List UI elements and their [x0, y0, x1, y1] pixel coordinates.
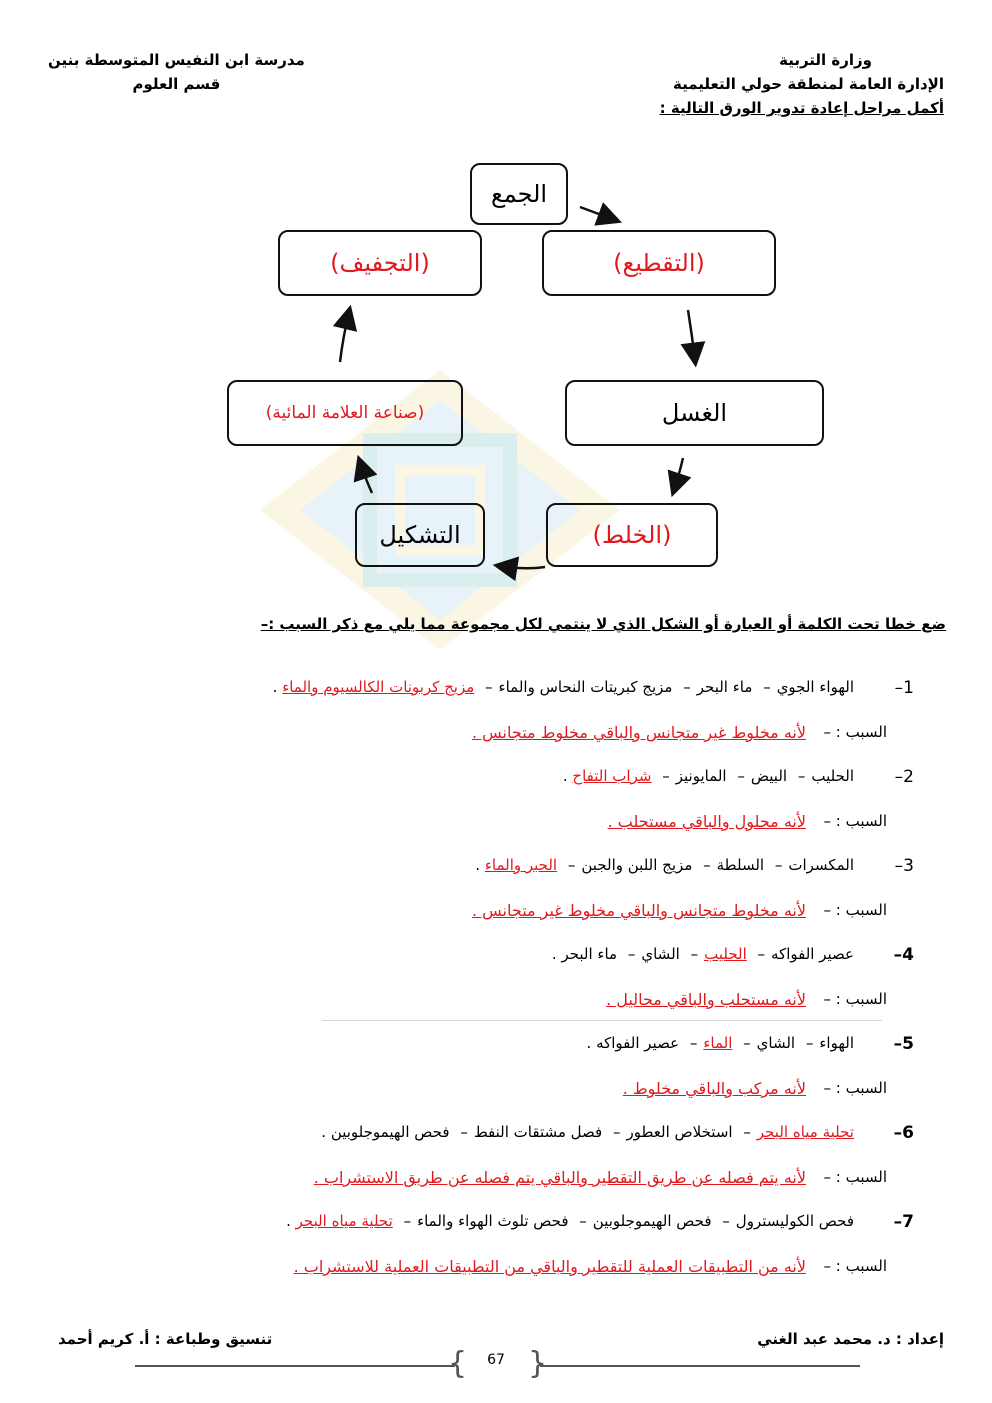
option: الشاي — [756, 1034, 796, 1052]
reason-label: السبب : – — [823, 1079, 887, 1097]
cycle-arrows — [0, 0, 992, 620]
question-number: 1– — [894, 678, 914, 698]
option: الهواء الجوي — [776, 678, 854, 696]
question-number: 6– — [893, 1123, 914, 1143]
step-cutting-label: (التقطيع) — [613, 249, 705, 277]
question-number: 7– — [893, 1212, 914, 1232]
step-watermark-label: (صناعة العلامة المائية) — [265, 403, 425, 423]
odd-one-out-answer: شراب التفاح — [572, 767, 652, 785]
question-number: 4– — [893, 945, 914, 965]
reason-label: السبب : – — [823, 723, 887, 741]
option: ماء البحر — [561, 945, 618, 963]
odd-one-out-answer: تحلية مياه البحر — [295, 1212, 393, 1230]
option: فحص تلوث الهواء والماء — [417, 1212, 569, 1230]
directorate-title: الإدارة العامة لمنطقة حولي التعليمية — [672, 75, 944, 93]
reason-label: السبب : – — [823, 1257, 887, 1275]
divider — [322, 1020, 882, 1021]
department-name: قسم العلوم — [132, 75, 221, 93]
reason-label: السبب : – — [823, 1168, 887, 1186]
step-washing-label: الغسل — [661, 399, 728, 427]
arrow-mixing-to-shaping — [500, 566, 545, 568]
arrow-cutting-to-washing — [688, 310, 695, 360]
reason-label: السبب : – — [823, 812, 887, 830]
page-brace-left: { — [448, 1346, 468, 1381]
option: فحص الكوليسترول — [735, 1212, 854, 1230]
reason-text: لأنه مركب والباقي مخلوط . — [622, 1079, 806, 1098]
reason-label: السبب : – — [823, 990, 887, 1008]
option: الهواء — [819, 1034, 854, 1052]
task-title: أكمل مراحل إعادة تدوير الورق التالية : — [659, 99, 944, 117]
option: مزيج كبريتات النحاس والماء — [498, 678, 673, 696]
option: فصل مشتقات النفط — [473, 1123, 603, 1141]
option: الشاي — [641, 945, 680, 963]
question-number: 3– — [894, 856, 914, 876]
option: المايونيز — [675, 767, 727, 785]
option: ماء البحر — [696, 678, 753, 696]
option: استخلاص العطور — [626, 1123, 733, 1141]
footer-rule-right — [540, 1365, 860, 1367]
footer-rule-left — [135, 1365, 455, 1367]
section-instruction: ضع خطا تحت الكلمة أو العبارة أو الشكل الذي لا ينتمي لكل مجموعة مما يلي مع ذكر السبب :– — [260, 615, 946, 633]
option: الحليب — [811, 767, 854, 785]
page-number: 67 — [487, 1352, 505, 1368]
reason-text: لأنه مستحلب والباقي محاليل . — [606, 990, 806, 1009]
step-drying-label: (التجفيف) — [330, 249, 430, 277]
school-name: مدرسة ابن النفيس المتوسطة بنين — [48, 51, 305, 69]
prepared-by: إعداد : د. محمد عبد الغني — [757, 1330, 944, 1348]
odd-one-out-answer: الحبر والماء — [484, 856, 558, 874]
ministry-title: وزارة التربية — [779, 51, 872, 69]
arrow-watermark-to-drying — [340, 312, 349, 362]
page-brace-right: } — [528, 1346, 548, 1381]
arrow-washing-to-mixing — [674, 458, 683, 490]
step-mixing-label: (الخلط) — [592, 521, 672, 549]
option: المكسرات — [788, 856, 854, 874]
odd-one-out-answer: مزيج كربونات الكالسيوم والماء — [282, 678, 475, 696]
question-number: 5– — [893, 1034, 914, 1054]
option: فحص الهيموجلوبين — [330, 1123, 450, 1141]
option: البيض — [750, 767, 788, 785]
reason-text: لأنه مخلوط متجانس والباقي مخلوط غير متجانس . — [471, 901, 806, 920]
arrow-shaping-to-watermark — [360, 462, 372, 493]
option: مزيج اللبن والجبن — [581, 856, 693, 874]
odd-one-out-answer: الحليب — [704, 945, 747, 963]
arrow-collect-to-cutting — [580, 207, 615, 220]
odd-one-out-answer: تحلية مياه البحر — [756, 1123, 854, 1141]
odd-one-out-answer: الماء — [703, 1034, 733, 1052]
step-collect-label: الجمع — [490, 180, 548, 208]
option: السلطة — [716, 856, 765, 874]
option: عصير الفواكه — [596, 1034, 680, 1052]
question-number: 2– — [894, 767, 914, 787]
formatted-by: تنسيق وطباعة : أ. كريم أحمد — [58, 1330, 273, 1348]
reason-text: لأنه يتم فصله عن طريق التقطير والباقي يتم فصله عن طريق الاستشراب . — [313, 1168, 806, 1187]
option: فحص الهيموجلوبين — [592, 1212, 712, 1230]
reason-text: لأنه مخلوط غير متجانس والباقي مخلوط متجانس . — [471, 723, 806, 742]
reason-label: السبب : – — [823, 901, 887, 919]
option: عصير الفواكه — [771, 945, 854, 963]
reason-text: لأنه محلول والباقي مستحلب . — [607, 812, 806, 831]
step-shaping-label: التشكيل — [379, 521, 461, 549]
reason-text: لأنه من التطبيقات العملية للتقطير والباقي من التطبيقات العملية للاستشراب . — [293, 1257, 806, 1276]
